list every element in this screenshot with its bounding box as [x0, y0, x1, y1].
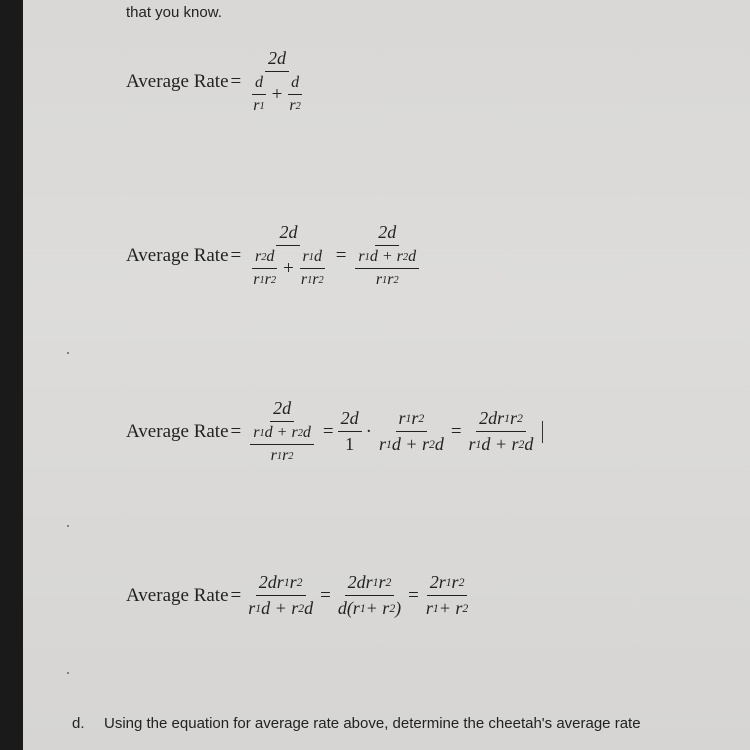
main-fraction — [245, 222, 331, 289]
term-numerator: r 1 d — [300, 248, 325, 269]
denominator: r 1 d + r 2 d — [378, 434, 444, 454]
numerator: 2dr 1 r 2 — [476, 408, 526, 432]
text-cursor — [542, 421, 543, 443]
fraction-3 — [423, 572, 471, 619]
equals-sign: = — [450, 420, 462, 442]
fraction-1 — [245, 572, 316, 619]
main-fraction — [245, 48, 309, 115]
equation-label: Average Rate — [126, 420, 229, 442]
paragraph-dot — [67, 352, 69, 354]
term-numerator: d — [252, 74, 266, 95]
numerator: 2d — [265, 48, 289, 72]
equation-3 — [126, 398, 543, 465]
fraction-2d-over-1 — [338, 408, 362, 455]
denominator — [350, 246, 424, 289]
inner-denominator: r 1 r 2 — [270, 447, 294, 464]
equals-sign: = — [230, 584, 242, 606]
equals-sign: = — [335, 244, 347, 266]
equals-sign: = — [322, 420, 334, 442]
equation-label: Average Rate — [126, 584, 229, 606]
term-fraction — [250, 248, 279, 289]
term-fraction — [298, 248, 327, 289]
inner-fraction — [250, 424, 314, 465]
denominator: r 1 d + r 2 d — [468, 434, 534, 454]
term-denominator: r 1 r 2 — [253, 271, 277, 288]
denominator — [245, 422, 319, 465]
equation-label: Average Rate — [126, 70, 229, 92]
numerator: 2dr 1 r 2 — [256, 572, 306, 596]
term-numerator: r 2 d — [252, 248, 277, 269]
inner-fraction — [355, 248, 419, 289]
denominator — [245, 72, 309, 115]
question-text: Using the equation for average rate above, determine the cheetah's average rate — [104, 715, 641, 732]
multiply-dot: · — [365, 420, 372, 442]
inner-numerator: r 1 d + r 2 d — [355, 248, 419, 269]
inner-denominator: r 1 r 2 — [375, 271, 399, 288]
numerator: 2dr 1 r 2 — [345, 572, 395, 596]
paragraph-dot — [67, 672, 69, 674]
denominator: r 1 + r 2 — [425, 598, 469, 618]
denominator: d(r 1 + r 2 ) — [337, 598, 402, 618]
equals-sign: = — [408, 584, 419, 606]
reciprocal-fraction — [376, 408, 447, 455]
rhs-fraction — [350, 222, 424, 289]
numerator: 2d — [338, 408, 362, 432]
fraction-2 — [335, 572, 404, 619]
inner-numerator: r 1 d + r 2 d — [250, 424, 314, 445]
term-numerator: d — [288, 74, 302, 95]
term-fraction — [286, 74, 303, 115]
term-denominator: r 1 r 2 — [300, 271, 324, 288]
term-fraction — [250, 74, 267, 115]
denominator: 1 — [345, 434, 355, 454]
equals-sign: = — [230, 70, 242, 92]
numerator: 2d — [270, 398, 294, 422]
result-fraction — [466, 408, 537, 455]
equation-2 — [126, 222, 426, 289]
equation-label: Average Rate — [126, 244, 229, 266]
denominator — [245, 246, 331, 289]
denominator: r 1 d + r 2 d — [248, 598, 314, 618]
numerator: 2d — [276, 222, 300, 246]
worksheet-page — [23, 0, 750, 750]
paragraph-dot — [67, 525, 69, 527]
equals-sign: = — [320, 584, 331, 606]
equation-4 — [126, 572, 473, 619]
equals-sign: = — [230, 244, 242, 266]
numerator: 2d — [375, 222, 399, 246]
plus-sign: + — [283, 257, 294, 279]
term-denominator: r 1 — [253, 97, 265, 114]
list-marker: d. — [72, 715, 85, 732]
plus-sign: + — [271, 83, 283, 105]
numerator: 2r 1 r 2 — [427, 572, 468, 596]
equals-sign: = — [230, 420, 242, 442]
equation-1 — [126, 48, 311, 115]
numerator: r 1 r 2 — [396, 408, 428, 432]
term-denominator: r 2 — [289, 97, 301, 114]
part-d-question — [72, 715, 750, 732]
main-fraction — [245, 398, 319, 465]
intro-text: that you know. — [126, 4, 222, 21]
